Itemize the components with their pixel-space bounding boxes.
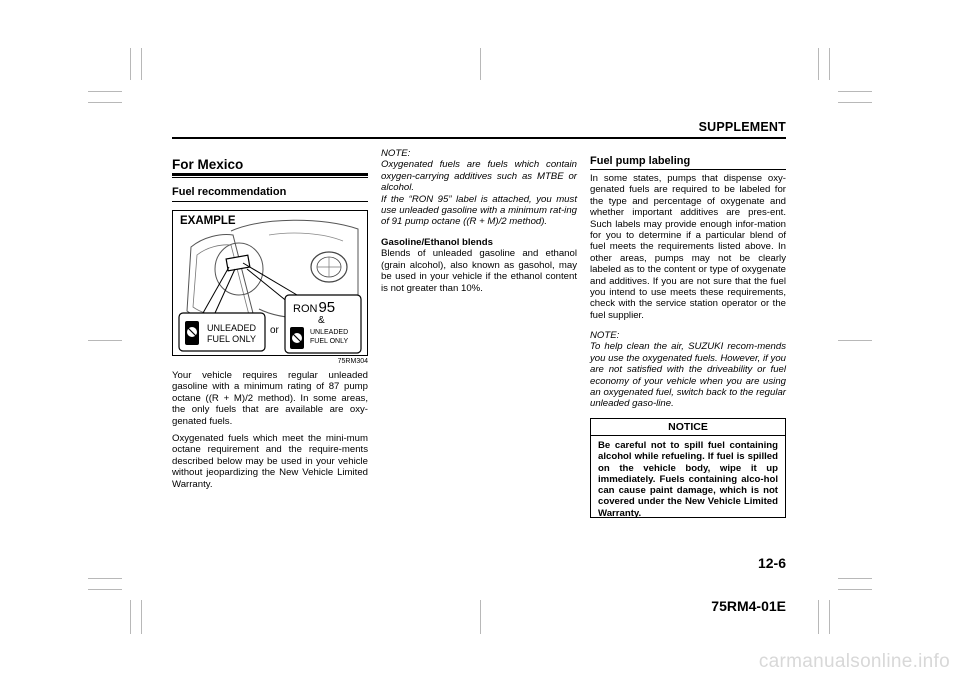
figure-caption: 75RM304 <box>337 358 368 365</box>
crop-mark <box>818 600 819 634</box>
crop-mark <box>130 600 131 634</box>
section-rule <box>172 177 368 178</box>
running-title: SUPPLEMENT <box>698 120 786 134</box>
ron-text: RON <box>293 303 318 315</box>
unleaded-label: UNLEADED <box>207 323 257 333</box>
note-label: NOTE: <box>590 330 620 341</box>
unleaded-label: UNLEADED <box>310 329 349 336</box>
paragraph: Blends of unleaded gasoline and ethanol (grain alcohol), also known as gasohol, may be used in your vehicle if the ethanol content is not greater than 10%. <box>381 248 577 294</box>
section-title: For Mexico <box>172 157 244 172</box>
crop-mark <box>88 340 122 341</box>
crop-mark <box>838 578 872 579</box>
blend-block <box>381 237 577 300</box>
notice-title: NOTICE <box>591 419 785 436</box>
crop-mark <box>829 600 830 634</box>
fuel-door-illustration <box>172 210 368 356</box>
note-text: To help clean the air, SUZUKI recom-mends you use the oxygenated fuels. However, if you are not satisfied with the driveability or fuel economy of your vehicle when you are using an oxygenated fuel, switch back to the regular unleaded gaso-line. <box>590 341 786 410</box>
crop-mark <box>838 589 872 590</box>
fuel-only-label: FUEL ONLY <box>310 338 349 345</box>
subsection-rule <box>590 169 786 170</box>
crop-mark <box>838 102 872 103</box>
crop-mark <box>818 48 819 80</box>
crop-mark <box>88 102 122 103</box>
crop-mark <box>480 600 481 634</box>
right-body <box>590 173 786 327</box>
crop-mark <box>829 48 830 80</box>
or-label: or <box>270 325 279 336</box>
no-lead-pump-icon <box>290 327 304 349</box>
crop-mark <box>88 578 122 579</box>
page-number: 12-6 <box>757 555 786 571</box>
notice-box <box>590 418 786 518</box>
no-lead-pump-icon <box>185 321 199 345</box>
crop-mark <box>141 600 142 634</box>
note-text: Oxygenated fuels are fuels which contain oxygen-carrying additives such as MTBE or alcohol. <box>381 159 577 194</box>
ampersand: & <box>318 315 325 326</box>
crop-mark <box>480 48 481 80</box>
crop-mark <box>141 48 142 80</box>
fuel-only-label: FUEL ONLY <box>207 334 257 344</box>
note-label: NOTE: <box>381 148 411 159</box>
subsection-title: Fuel pump labeling <box>590 155 691 167</box>
note-block <box>381 148 577 228</box>
document-code: 75RM4-01E <box>711 598 786 614</box>
section-rule <box>172 173 368 176</box>
crop-mark <box>88 589 122 590</box>
notice-text: Be careful not to spill fuel containing alcohol while refueling. If fuel is spilled on the vehicle body, wipe it up immediately. Fuels containing alco-hol can cause paint damage, which is not covered under the New Vehicle Limited Warranty. <box>598 440 778 519</box>
crop-mark <box>838 91 872 92</box>
watermark: carmanualsonline.info <box>758 651 950 672</box>
crop-mark <box>130 48 131 80</box>
subsection-rule <box>172 201 368 202</box>
example-label: EXAMPLE <box>180 215 236 227</box>
paragraph: In some states, pumps that dispense oxy-genated fuels are required to be labeled for the type and percentage of oxygenate and whether important additives are pres-ent. Such labels may provide enough infor-mation for you to determine if a particular blend of fuel meets the requirements listed above. In other areas, pumps may not be clearly labeled as to the content or type of oxygenate and additives. If you are not sure that the fuel you intend to use meets these requirements, check with the service station operator or the fuel supplier. <box>590 173 786 321</box>
paragraph: Oxygenated fuels which meet the mini-mum octane requirement and the require-ments described below may be used in your vehicle without jeopardizing the New Vehicle Limited Warranty. <box>172 433 368 490</box>
header-rule <box>172 137 786 139</box>
note-block <box>590 330 786 410</box>
subsection-title: Fuel recommendation <box>172 186 287 198</box>
left-body <box>172 370 368 496</box>
ron-label <box>293 299 335 317</box>
paragraph: Your vehicle requires regular unleaded gasoline with a minimum rating of 87 pump octane ((R + M)/2 method). In some areas, the only fuels that are available are oxy-genated fuels. <box>172 370 368 427</box>
ron-value: 95 <box>318 299 336 316</box>
note-text: If the “RON 95” label is attached, you must use unleaded gasoline with a minimum rat-ing of 91 pump octane ((R + M)/2 method). <box>381 193 577 228</box>
crop-mark <box>838 340 872 341</box>
blend-title: Gasoline/Ethanol blends <box>381 237 493 248</box>
crop-mark <box>88 91 122 92</box>
